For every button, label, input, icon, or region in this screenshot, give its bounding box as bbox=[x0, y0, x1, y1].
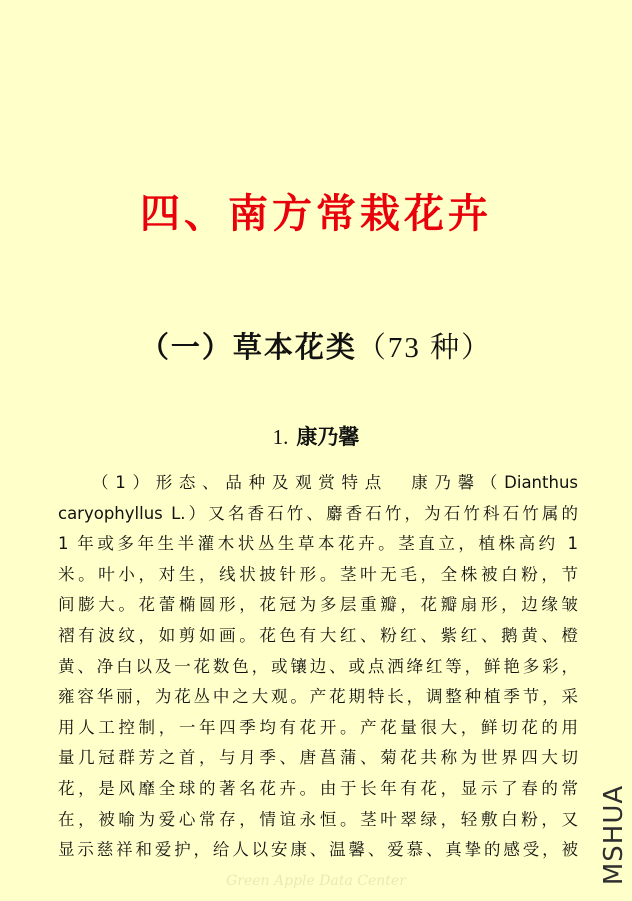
body-line: 间膨大。花蕾椭圆形，花冠为多层重瓣，花瓣扇形，边缘皱 bbox=[58, 595, 578, 615]
body-line: 米。叶小，对生，线状披针形。茎叶无毛，全株被白粉，节 bbox=[58, 564, 578, 584]
footer-watermark: Green Apple Data Center bbox=[226, 873, 406, 889]
body-text bbox=[58, 468, 578, 866]
body-line: 黄、净白以及一花数色，或镶边、或点洒绛红等，鲜艳多彩， bbox=[58, 656, 578, 676]
body-line: 1 年或多年生半灌木状丛生草本花卉。茎直立，植株高约 1 bbox=[58, 534, 578, 554]
body-line: 在，被喻为爱心常存，情谊永恒。茎叶翠绿，轻敷白粉，又 bbox=[58, 809, 578, 829]
body-line: （1）形态、品种及观赏特点 康乃馨（Dianthus bbox=[92, 473, 578, 492]
chapter-title: 四、南方常栽花卉 bbox=[140, 191, 492, 237]
body-line: 花，是风靡全球的著名花卉。由于长年有花，显示了春的常 bbox=[58, 778, 578, 798]
body-line: 用人工控制，一年四季均有花开。产花量很大，鲜切花的用 bbox=[58, 717, 578, 737]
section-title-text: （一）草本花类 bbox=[139, 330, 357, 364]
body-line: 显示慈祥和爱护，给人以安康、温馨、爱慕、真挚的感受，被 bbox=[58, 840, 578, 860]
body-line: 褶有波纹，如剪如画。花色有大红、粉红、紫红、鹅黄、橙 bbox=[58, 625, 578, 645]
section-title bbox=[0, 326, 632, 369]
subsection-number: 1. bbox=[272, 425, 289, 449]
section-title-count: （73 种） bbox=[356, 332, 493, 364]
subsection-title-text: 康乃馨 bbox=[296, 425, 360, 449]
body-line: 量几冠群芳之首，与月季、唐菖蒲、菊花共称为世界四大切 bbox=[58, 748, 578, 768]
body-line: caryophyllus L.）又名香石竹、麝香石竹，为石竹科石竹属的 bbox=[58, 503, 578, 523]
side-watermark: MSHUA bbox=[599, 784, 629, 886]
body-line: 雍容华丽，为花丛中之大观。产花期特长，调整种植季节，采 bbox=[58, 687, 578, 707]
subsection-title bbox=[0, 422, 632, 452]
